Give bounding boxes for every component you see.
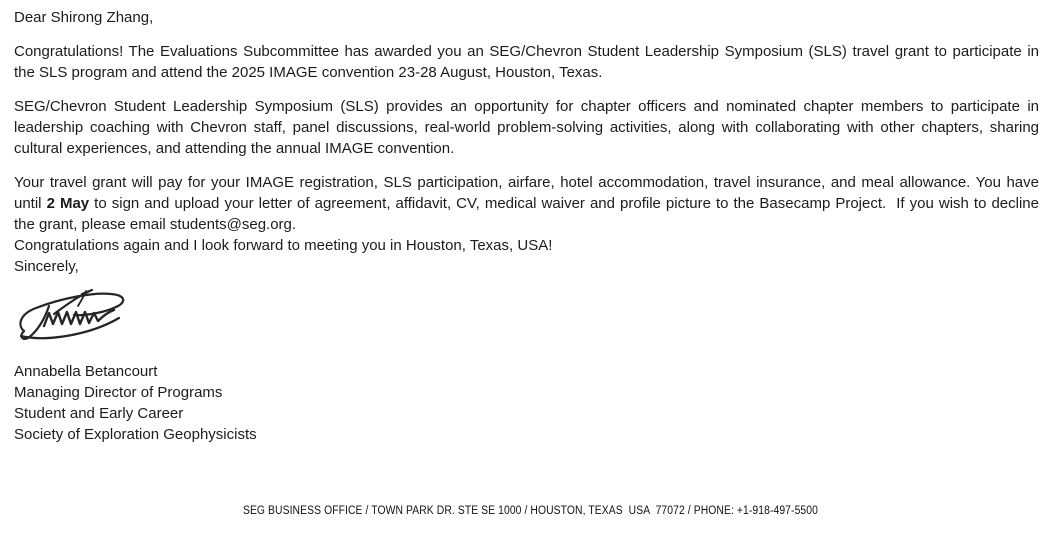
signer-department: Student and Early Career [14,405,184,422]
paragraph-award: Congratulations! The Evaluations Subcommittee has awarded you an SEG/Chevron Student Leadership Symposium (SLS) travel grant to participate in the SLS program and attend the 2025 IMAGE convention 23-28 August, Houston, Texas. [14,43,1039,81]
footer-address: SEG BUSINESS OFFICE / TOWN PARK DR. STE SE 1000 / HOUSTON, TEXAS USA 77072 / PHONE: +1-918-497-5500 [242,505,818,517]
grant-text-after: to sign and upload your letter of agreement, affidavit, CV, medical waiver and profile picture to the Basecamp Project. If you wish to decline the grant, please email students@seg.org. [14,195,1044,233]
deadline-date: 2 May [46,195,90,212]
handwritten-signature-icon [14,285,136,345]
signer-name: Annabella Betancourt [14,363,158,380]
signature-area [14,285,1039,347]
closing: Sincerely, [14,258,79,275]
signature-block [14,361,1039,445]
paragraph-grant [14,172,1044,235]
grant-text-before: Your travel grant will pay for your IMAGE registration, SLS participation, airfare, hotel accommodation, travel insurance, and meal allowance. You have until [14,174,1044,212]
line-congrats-again: Congratulations again and I look forward to meeting you in Houston, Texas, USA! [14,237,553,254]
signer-title: Managing Director of Programs [14,384,223,401]
paragraph-program: SEG/Chevron Student Leadership Symposium (SLS) provides an opportunity for chapter officers and nominated chapter members to participate in leadership coaching with Chevron staff, panel discussions, real-world problem-solving activities, along with collaborating with other chapters, sharing cultural experiences, and attending the annual IMAGE convention. [14,98,1039,157]
signer-organization: Society of Exploration Geophysicists [14,426,257,443]
salutation: Dear Shirong Zhang, [14,9,154,26]
letter-footer [0,505,1060,517]
